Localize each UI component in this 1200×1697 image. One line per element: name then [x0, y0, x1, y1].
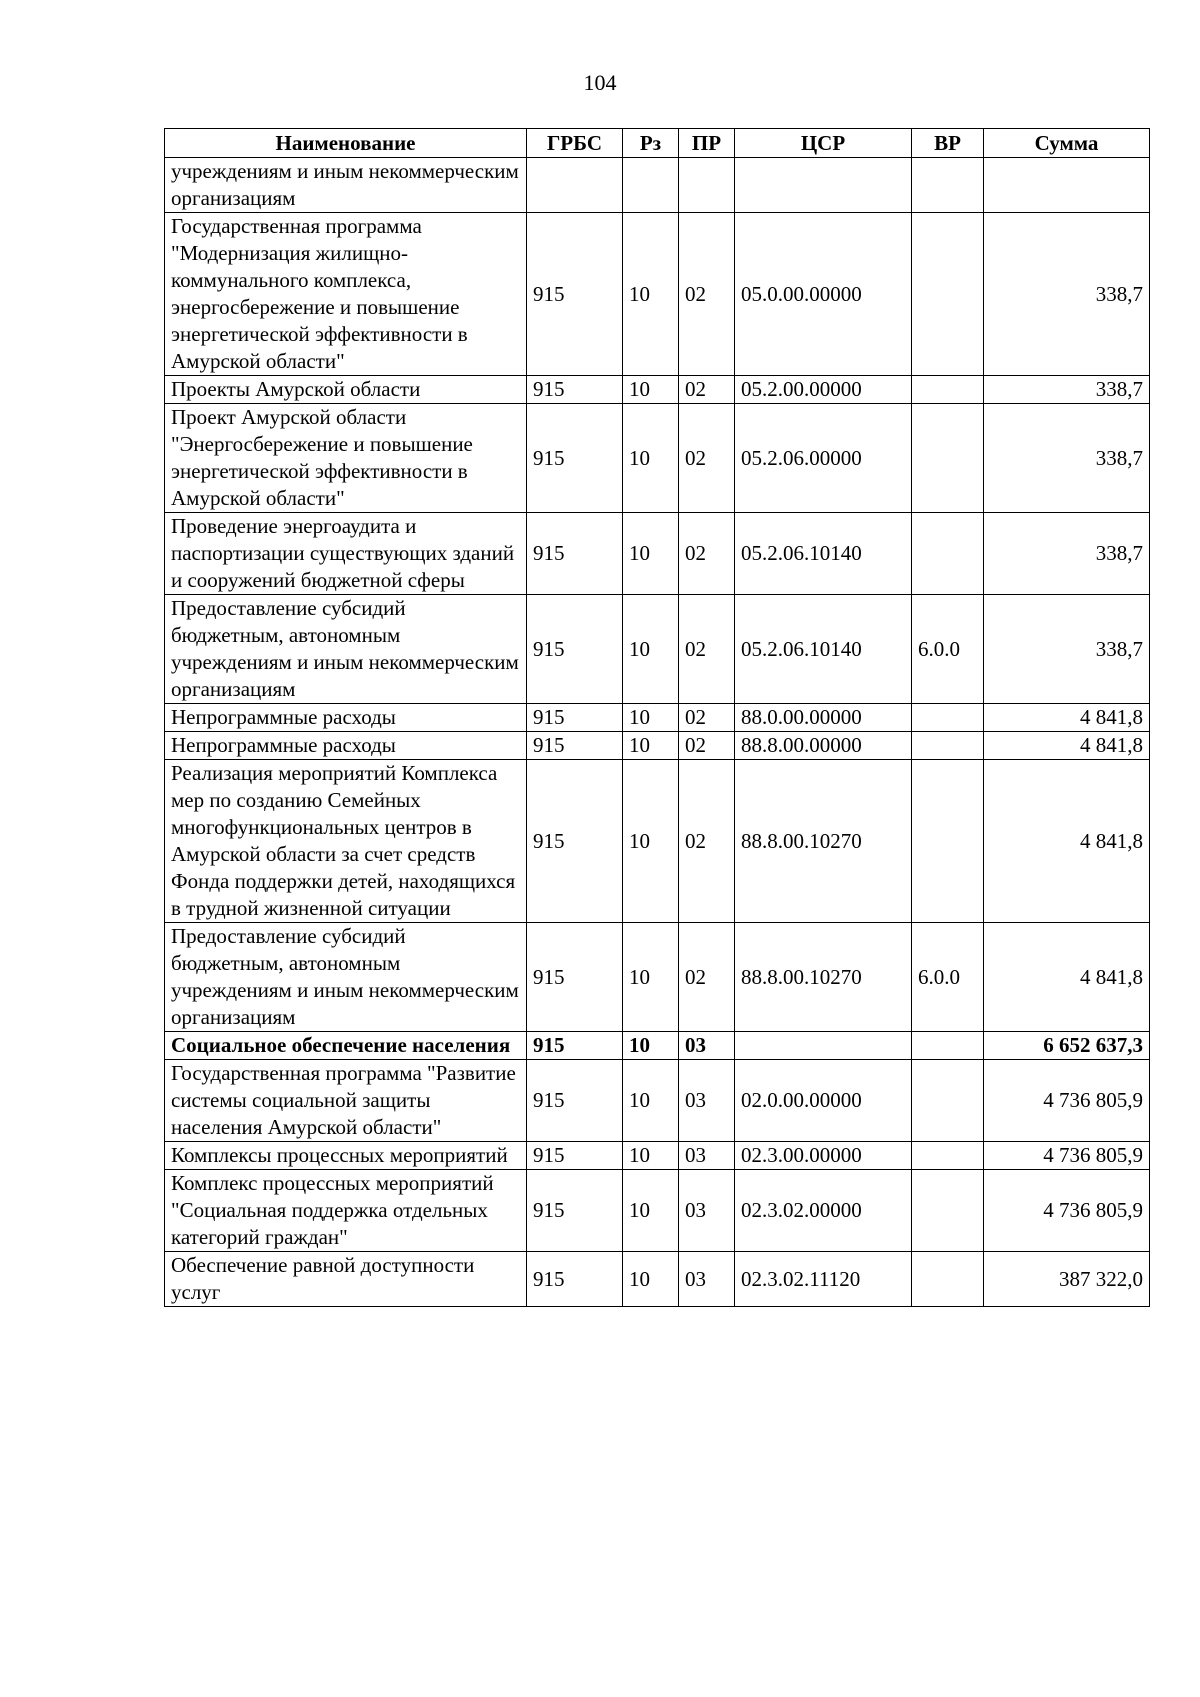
cell-grbs: 915: [527, 1032, 623, 1060]
cell-grbs: [527, 158, 623, 213]
cell-rz: 10: [623, 1032, 679, 1060]
header-name: Наименование: [165, 129, 527, 158]
table-header-row: [165, 129, 1150, 158]
cell-pr: 03: [679, 1060, 735, 1142]
cell-csr: 05.0.00.00000: [735, 213, 912, 376]
cell-name: Предоставление субсидий бюджетным, автономным учреждениям и иным некоммерческим организациям: [165, 595, 527, 704]
cell-csr: 02.3.00.00000: [735, 1142, 912, 1170]
cell-pr: 03: [679, 1032, 735, 1060]
cell-vr: [912, 704, 984, 732]
cell-vr: [912, 404, 984, 513]
cell-name: Комплекс процессных мероприятий "Социальная поддержка отдельных категорий граждан": [165, 1170, 527, 1252]
cell-csr: 88.8.00.10270: [735, 760, 912, 923]
cell-pr: 02: [679, 376, 735, 404]
cell-sum: 338,7: [984, 404, 1150, 513]
table-row: [165, 732, 1150, 760]
header-vr: ВР: [912, 129, 984, 158]
table-row: [165, 923, 1150, 1032]
cell-vr: [912, 1060, 984, 1142]
cell-name: Проведение энергоаудита и паспортизации существующих зданий и сооружений бюджетной сферы: [165, 513, 527, 595]
cell-csr: 05.2.06.10140: [735, 595, 912, 704]
cell-pr: 02: [679, 732, 735, 760]
cell-sum: 4 841,8: [984, 760, 1150, 923]
header-grbs: ГРБС: [527, 129, 623, 158]
budget-table: [164, 128, 1150, 1307]
cell-rz: 10: [623, 1060, 679, 1142]
cell-pr: 02: [679, 760, 735, 923]
cell-csr: 88.8.00.10270: [735, 923, 912, 1032]
cell-vr: [912, 1252, 984, 1307]
table-row: [165, 513, 1150, 595]
header-rz: Рз: [623, 129, 679, 158]
cell-sum: 4 736 805,9: [984, 1060, 1150, 1142]
table-row: [165, 158, 1150, 213]
cell-sum: 4 841,8: [984, 923, 1150, 1032]
cell-sum: 387 322,0: [984, 1252, 1150, 1307]
cell-vr: [912, 1142, 984, 1170]
cell-name: Непрограммные расходы: [165, 732, 527, 760]
table-row: [165, 595, 1150, 704]
cell-vr: [912, 213, 984, 376]
cell-rz: 10: [623, 595, 679, 704]
cell-vr: [912, 513, 984, 595]
cell-rz: 10: [623, 732, 679, 760]
cell-pr: 03: [679, 1252, 735, 1307]
cell-sum: [984, 158, 1150, 213]
cell-csr: [735, 158, 912, 213]
table-row: [165, 376, 1150, 404]
cell-vr: [912, 1170, 984, 1252]
cell-rz: 10: [623, 213, 679, 376]
cell-csr: 88.0.00.00000: [735, 704, 912, 732]
cell-csr: 02.3.02.00000: [735, 1170, 912, 1252]
cell-rz: 10: [623, 923, 679, 1032]
cell-rz: 10: [623, 404, 679, 513]
cell-sum: 338,7: [984, 595, 1150, 704]
cell-rz: [623, 158, 679, 213]
cell-csr: 02.3.02.11120: [735, 1252, 912, 1307]
cell-vr: [912, 732, 984, 760]
cell-grbs: 915: [527, 376, 623, 404]
cell-name: Проекты Амурской области: [165, 376, 527, 404]
cell-csr: [735, 1032, 912, 1060]
table-row: [165, 704, 1150, 732]
cell-sum: 4 841,8: [984, 704, 1150, 732]
cell-csr: 05.2.06.00000: [735, 404, 912, 513]
cell-rz: 10: [623, 376, 679, 404]
cell-sum: 4 841,8: [984, 732, 1150, 760]
cell-name: Реализация мероприятий Комплекса мер по созданию Семейных многофункциональных центров в Амурской области за счет средств Фонда поддержки детей, находящихся в трудной жизненной ситуации: [165, 760, 527, 923]
cell-name: Проект Амурской области "Энергосбережение и повышение энергетической эффективности в Амурской области": [165, 404, 527, 513]
cell-vr: [912, 760, 984, 923]
cell-sum: 4 736 805,9: [984, 1142, 1150, 1170]
cell-csr: 88.8.00.00000: [735, 732, 912, 760]
cell-pr: 02: [679, 513, 735, 595]
cell-rz: 10: [623, 1170, 679, 1252]
cell-sum: 338,7: [984, 376, 1150, 404]
cell-name: Комплексы процессных мероприятий: [165, 1142, 527, 1170]
cell-rz: 10: [623, 513, 679, 595]
cell-csr: 02.0.00.00000: [735, 1060, 912, 1142]
cell-grbs: 915: [527, 513, 623, 595]
cell-name: учреждениям и иным некоммерческим организациям: [165, 158, 527, 213]
cell-csr: 05.2.06.10140: [735, 513, 912, 595]
cell-sum: 4 736 805,9: [984, 1170, 1150, 1252]
table-row: [165, 404, 1150, 513]
cell-name: Социальное обеспечение населения: [165, 1032, 527, 1060]
cell-sum: 338,7: [984, 213, 1150, 376]
cell-name: Государственная программа "Модернизация жилищно-коммунального комплекса, энергосбережение и повышение энергетической эффективности в Амурской области": [165, 213, 527, 376]
page-number: 104: [583, 70, 617, 95]
cell-sum: 6 652 637,3: [984, 1032, 1150, 1060]
cell-grbs: 915: [527, 1252, 623, 1307]
cell-pr: 02: [679, 595, 735, 704]
cell-grbs: 915: [527, 213, 623, 376]
cell-name: Предоставление субсидий бюджетным, автономным учреждениям и иным некоммерческим организациям: [165, 923, 527, 1032]
table-row: [165, 1252, 1150, 1307]
cell-grbs: 915: [527, 732, 623, 760]
cell-rz: 10: [623, 1252, 679, 1307]
cell-vr: [912, 376, 984, 404]
cell-pr: 02: [679, 404, 735, 513]
table-row: [165, 1142, 1150, 1170]
cell-pr: 02: [679, 704, 735, 732]
cell-name: Государственная программа "Развитие системы социальной защиты населения Амурской области": [165, 1060, 527, 1142]
header-sum: Сумма: [984, 129, 1150, 158]
table-row: [165, 1170, 1150, 1252]
table-row: [165, 1032, 1150, 1060]
cell-grbs: 915: [527, 404, 623, 513]
cell-grbs: 915: [527, 760, 623, 923]
table-row: [165, 760, 1150, 923]
table-row: [165, 1060, 1150, 1142]
cell-grbs: 915: [527, 1142, 623, 1170]
cell-name: Обеспечение равной доступности услуг: [165, 1252, 527, 1307]
cell-pr: 03: [679, 1142, 735, 1170]
cell-sum: 338,7: [984, 513, 1150, 595]
cell-vr: 6.0.0: [912, 923, 984, 1032]
cell-rz: 10: [623, 760, 679, 923]
cell-vr: [912, 158, 984, 213]
cell-pr: [679, 158, 735, 213]
cell-vr: [912, 1032, 984, 1060]
header-pr: ПР: [679, 129, 735, 158]
cell-pr: 02: [679, 923, 735, 1032]
cell-csr: 05.2.00.00000: [735, 376, 912, 404]
header-csr: ЦСР: [735, 129, 912, 158]
cell-grbs: 915: [527, 923, 623, 1032]
table-row: [165, 213, 1150, 376]
cell-vr: 6.0.0: [912, 595, 984, 704]
cell-pr: 03: [679, 1170, 735, 1252]
cell-grbs: 915: [527, 1170, 623, 1252]
cell-rz: 10: [623, 704, 679, 732]
cell-grbs: 915: [527, 704, 623, 732]
cell-grbs: 915: [527, 1060, 623, 1142]
cell-pr: 02: [679, 213, 735, 376]
cell-rz: 10: [623, 1142, 679, 1170]
cell-grbs: 915: [527, 595, 623, 704]
cell-name: Непрограммные расходы: [165, 704, 527, 732]
